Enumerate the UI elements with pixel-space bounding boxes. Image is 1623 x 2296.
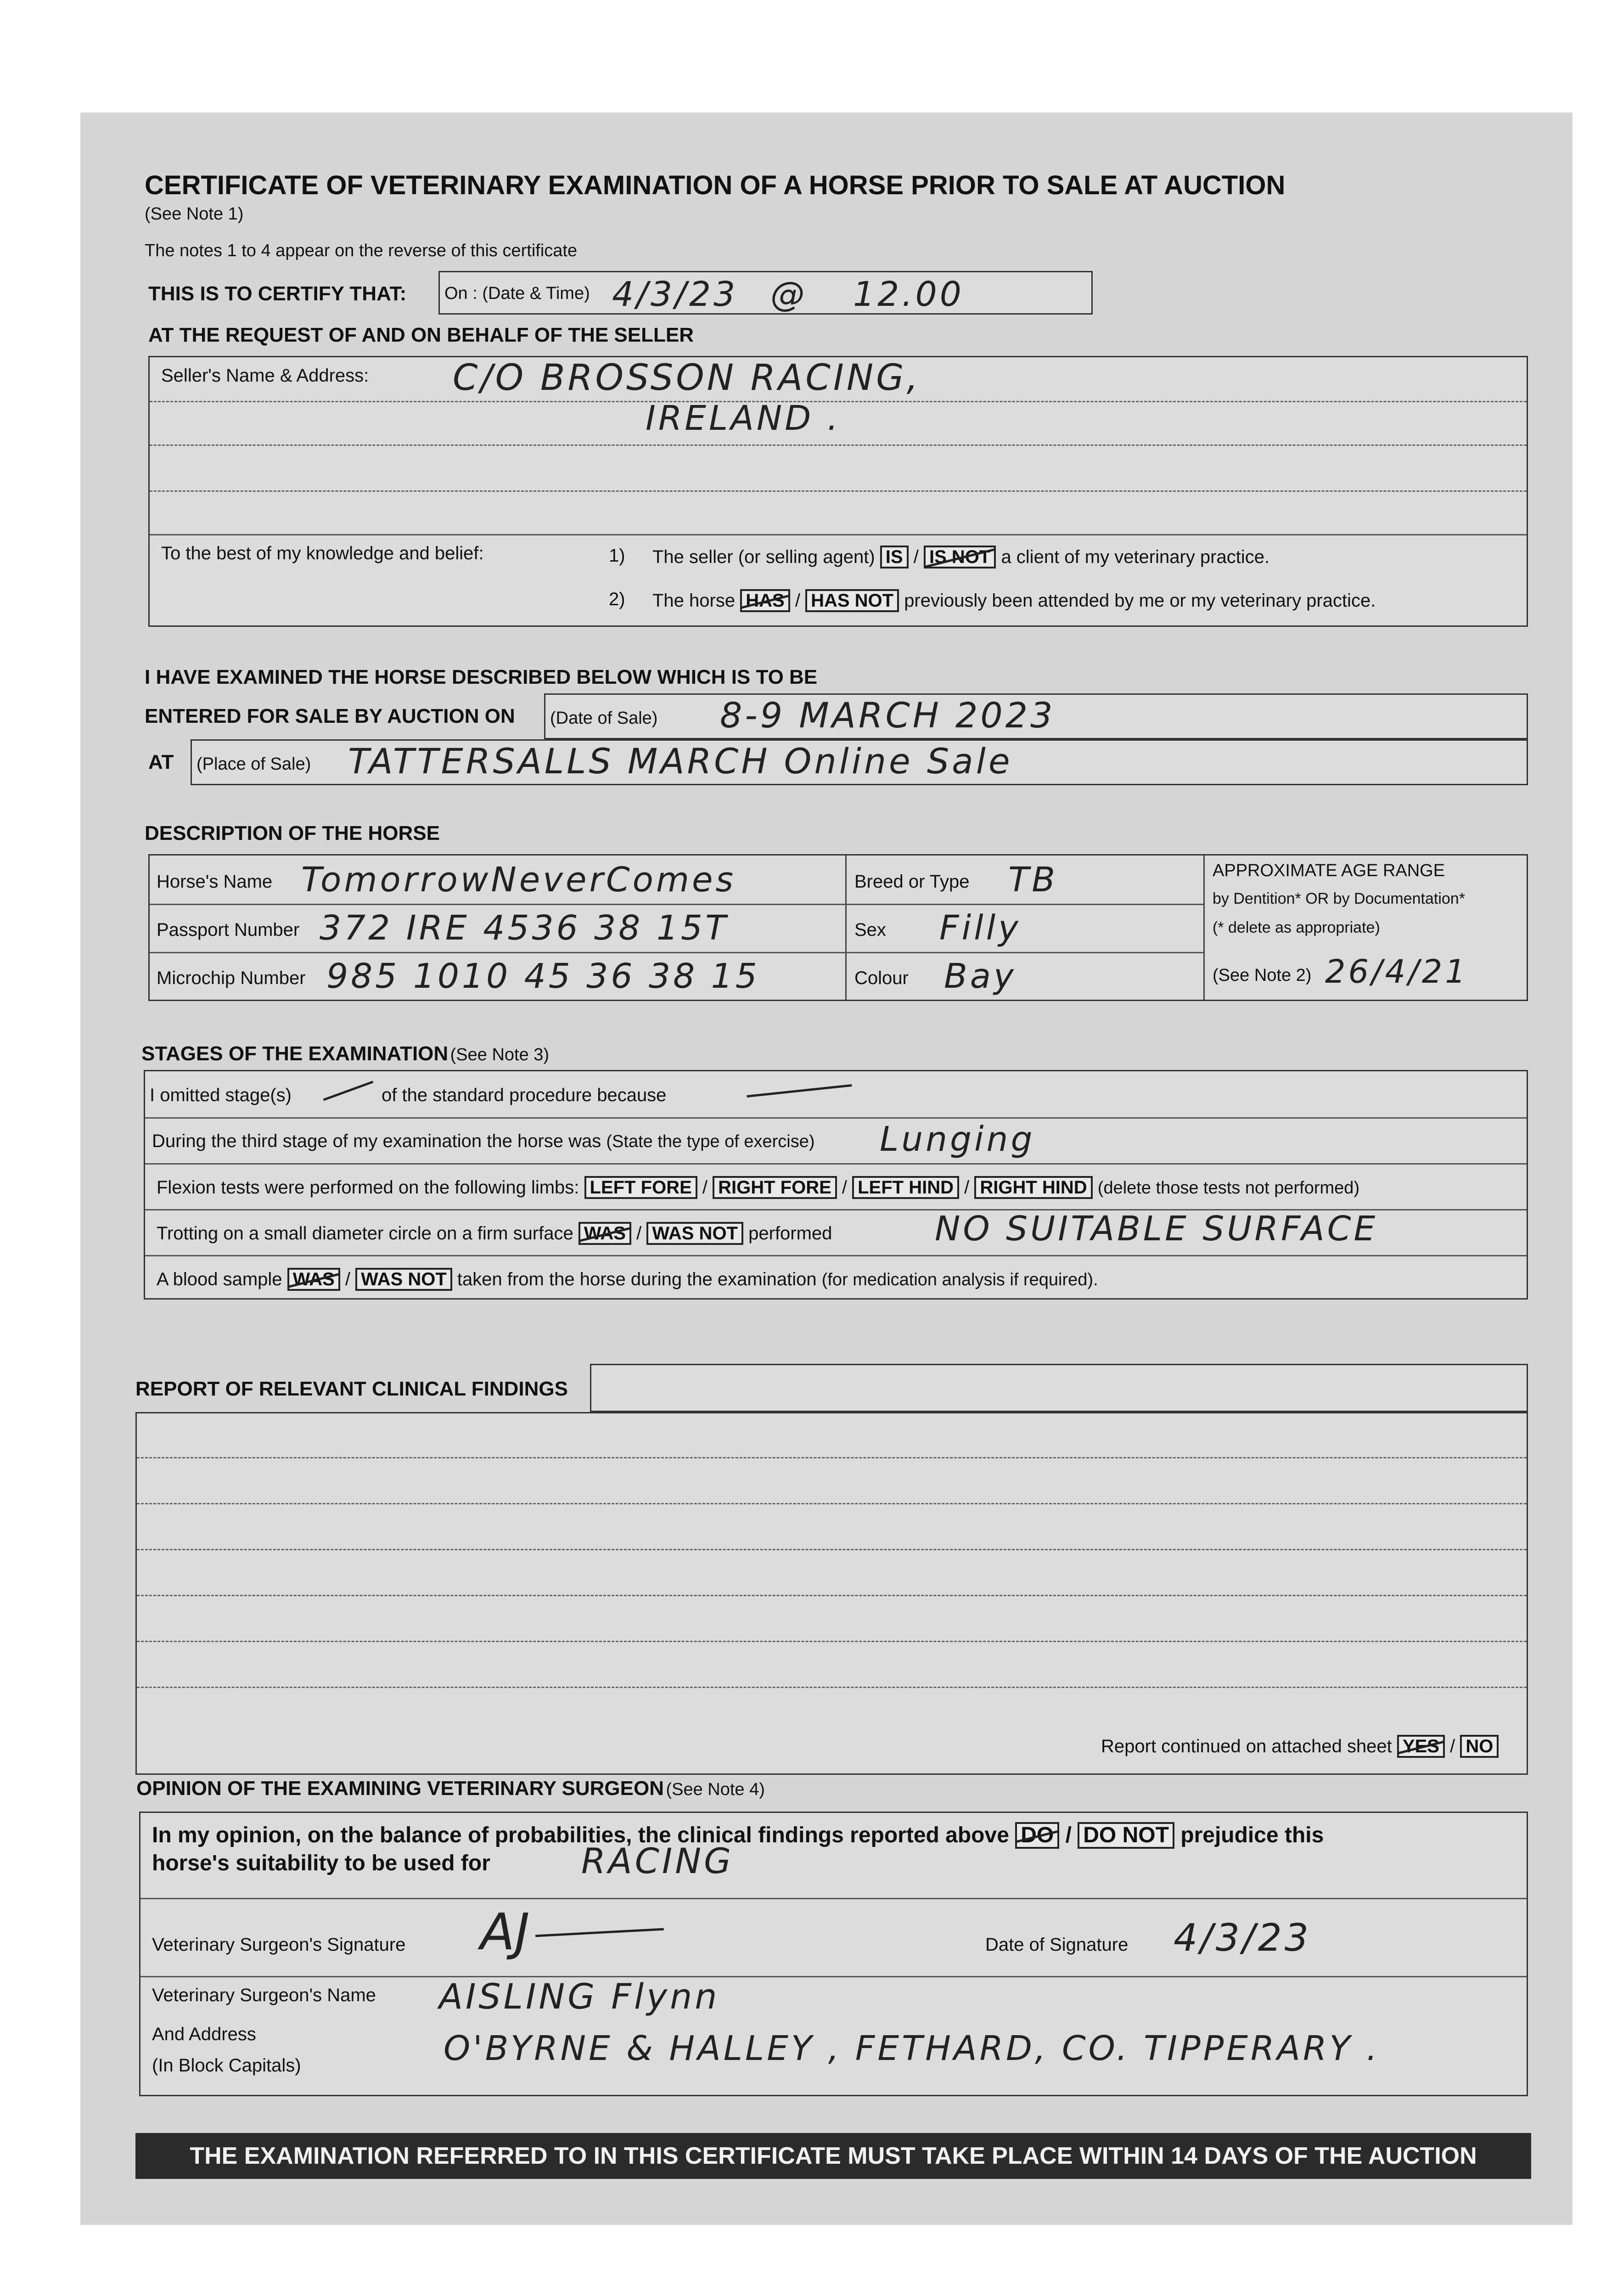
- option-is[interactable]: IS: [880, 546, 909, 568]
- opinion-text-post: prejudice this: [1180, 1823, 1324, 1847]
- at-symbol: @: [770, 275, 807, 314]
- age-by-line: by Dentition* OR by Documentation*: [1213, 890, 1465, 907]
- vet-name-value[interactable]: AISLING Flynn: [439, 1976, 720, 2017]
- examined-heading: I HAVE EXAMINED THE HORSE DESCRIBED BELOW WHICH IS TO BE: [145, 666, 818, 688]
- flexion-label: Flexion tests were performed on the following limbs:: [157, 1177, 579, 1198]
- report-heading: REPORT OF RELEVANT CLINICAL FINDINGS: [135, 1378, 568, 1400]
- stmt1-pre: The seller (or selling agent): [652, 547, 875, 567]
- trot-row: Trotting on a small diameter circle on a firm surface WAS / WAS NOT performed: [157, 1222, 832, 1245]
- omitted-label: I omitted stage(s): [150, 1085, 292, 1105]
- report-continued-label: Report continued on attached sheet: [1101, 1736, 1392, 1756]
- flexion-left-fore[interactable]: LEFT FORE: [584, 1176, 697, 1199]
- signature-mark[interactable]: AJ: [480, 1902, 530, 1961]
- vet-address-label: And Address: [152, 2024, 256, 2044]
- flexion-left-hind[interactable]: LEFT HIND: [852, 1176, 959, 1199]
- date-of-signature-value[interactable]: 4/3/23: [1174, 1916, 1311, 1960]
- option-has-not[interactable]: HAS NOT: [805, 589, 899, 612]
- vet-address-value[interactable]: O'BYRNE & HALLEY , FETHARD, CO. TIPPERARY .: [444, 2029, 1380, 2068]
- opinion-note: (See Note 4): [666, 1780, 765, 1799]
- trot-option-was-not[interactable]: WAS NOT: [646, 1222, 743, 1245]
- stages-box: [144, 1070, 1528, 1300]
- entered-heading: ENTERED FOR SALE BY AUCTION ON: [145, 705, 515, 727]
- sex-value[interactable]: Filly: [939, 908, 1022, 948]
- opinion-box: [139, 1812, 1528, 2096]
- desc-row-divider-2: [150, 952, 1203, 953]
- trot-option-was[interactable]: WAS: [578, 1222, 631, 1245]
- stmt1-post: a client of my veterinary practice.: [1001, 547, 1270, 567]
- trot-pre: Trotting on a small diameter circle on a firm surface: [157, 1223, 573, 1244]
- desc-col-divider-1: [845, 855, 847, 1000]
- seller-line-3: [150, 490, 1527, 492]
- third-stage-value[interactable]: Lunging: [880, 1120, 1035, 1159]
- desc-col-divider-2: [1203, 855, 1205, 1000]
- on-date-time-label: On : (Date & Time): [444, 284, 590, 303]
- vet-name-label: Veterinary Surgeon's Name: [152, 1985, 376, 2005]
- seller-address-line1[interactable]: C/O BROSSON RACING,: [453, 357, 921, 399]
- opinion-divider-2: [140, 1976, 1527, 1977]
- report-option-no[interactable]: NO: [1460, 1735, 1499, 1758]
- stmt2-post: previously been attended by me or my veterinary practice.: [904, 591, 1376, 611]
- place-of-sale-label: (Place of Sale): [197, 754, 311, 774]
- third-stage-note: (State the type of exercise): [606, 1132, 815, 1151]
- opinion-title: OPINION OF THE EXAMINING VETERINARY SURGEON: [136, 1777, 664, 1800]
- opinion-heading: [136, 1777, 765, 1800]
- desc-row-divider-1: [150, 904, 1203, 905]
- report-option-yes[interactable]: YES: [1397, 1735, 1445, 1758]
- trot-reason-value[interactable]: NO SUITABLE SURFACE: [935, 1209, 1378, 1249]
- seller-address-line2[interactable]: IRELAND .: [646, 399, 841, 438]
- certify-label: THIS IS TO CERTIFY THAT:: [148, 282, 407, 305]
- see-note-1: (See Note 1): [145, 204, 244, 224]
- certificate-page: [80, 113, 1572, 2225]
- seller-line-2: [150, 445, 1527, 446]
- microchip-label: Microchip Number: [157, 968, 306, 988]
- date-of-signature-label: Date of Signature: [985, 1935, 1129, 1955]
- blood-note: (for medication analysis if required).: [821, 1270, 1098, 1289]
- opinion-divider-1: [140, 1898, 1527, 1899]
- report-line-2: [137, 1503, 1527, 1504]
- flexion-right-hind[interactable]: RIGHT HIND: [974, 1176, 1092, 1199]
- stmt2-number: 2): [609, 589, 625, 609]
- third-stage-label: [152, 1131, 815, 1152]
- at-label: AT: [148, 751, 174, 773]
- date-of-sale-label: (Date of Sale): [550, 709, 658, 728]
- age-value[interactable]: 26/4/21: [1325, 953, 1468, 990]
- horse-name-value[interactable]: TomorrowNeverComes: [301, 860, 736, 900]
- place-of-sale-value: TATTERSALLS MARCH Online Sale: [348, 741, 1013, 782]
- report-line-1: [137, 1457, 1527, 1458]
- seller-box: [148, 356, 1528, 627]
- report-line-5: [137, 1641, 1527, 1642]
- colour-value[interactable]: Bay: [944, 957, 1016, 996]
- signature-stroke: [535, 1928, 664, 1937]
- report-box[interactable]: [135, 1412, 1528, 1775]
- opinion-option-do-not[interactable]: DO NOT: [1078, 1822, 1174, 1849]
- sex-label: Sex: [854, 920, 886, 940]
- knowledge-label: To the best of my knowledge and belief:: [161, 543, 484, 563]
- opinion-use-value[interactable]: RACING: [581, 1840, 734, 1881]
- stages-heading: [141, 1042, 549, 1065]
- opinion-text-line1: In my opinion, on the balance of probabilities, the clinical findings reported above DO / DO NOT prejudice this: [152, 1822, 1324, 1849]
- stmt2-pre: The horse: [652, 591, 736, 611]
- description-table: [148, 854, 1528, 1001]
- colour-label: Colour: [854, 968, 909, 988]
- age-see-note: (See Note 2): [1213, 966, 1312, 985]
- flexion-note: (delete those tests not performed): [1097, 1178, 1360, 1198]
- omitted-reason-dash: [747, 1084, 852, 1097]
- description-heading: DESCRIPTION OF THE HORSE: [145, 822, 440, 844]
- date-of-sale-value: 8-9 MARCH 2023: [720, 695, 1056, 736]
- opinion-text-line2: horse's suitability to be used for: [152, 1851, 490, 1875]
- certificate-title: CERTIFICATE OF VETERINARY EXAMINATION OF A HORSE PRIOR TO SALE AT AUCTION: [145, 170, 1286, 200]
- date-of-sale-field[interactable]: [544, 693, 1528, 739]
- breed-value[interactable]: TB: [1008, 860, 1058, 900]
- stages-row-divider-1: [145, 1117, 1527, 1119]
- passport-value[interactable]: 372 IRE 4536 38 15T: [320, 908, 729, 948]
- breed-label: Breed or Type: [854, 872, 970, 892]
- option-is-not[interactable]: IS NOT: [924, 546, 996, 568]
- exam-time-value: 12.00: [853, 275, 964, 314]
- report-heading-box: [590, 1364, 1528, 1412]
- blood-pre: A blood sample: [157, 1269, 282, 1289]
- stmt2-text: [652, 589, 1376, 612]
- notes-line: The notes 1 to 4 appear on the reverse of this certificate: [145, 241, 578, 260]
- age-delete-line: (* delete as appropriate): [1213, 919, 1380, 936]
- exam-date-value: 4/3/23: [612, 275, 738, 314]
- stages-note: (See Note 3): [450, 1045, 550, 1064]
- omitted-mid-text: of the standard procedure because: [382, 1085, 667, 1105]
- blood-post: taken from the horse during the examination: [457, 1269, 817, 1289]
- block-capitals-note: (In Block Capitals): [152, 2055, 301, 2076]
- seller-name-label: Seller's Name & Address:: [161, 366, 369, 386]
- trot-post: performed: [748, 1223, 832, 1244]
- flexion-right-fore[interactable]: RIGHT FORE: [713, 1176, 837, 1199]
- place-of-sale-field[interactable]: [191, 739, 1528, 785]
- third-stage-text: During the third stage of my examination the horse was: [152, 1131, 601, 1151]
- stmt1-text: [652, 546, 1269, 568]
- option-has[interactable]: HAS: [740, 589, 790, 612]
- seller-divider: [150, 534, 1527, 535]
- blood-row: A blood sample WAS / WAS NOT taken from the horse during the examination (for medication analysis if required).: [157, 1268, 1098, 1291]
- horse-name-label: Horse's Name: [157, 872, 273, 892]
- stages-row-divider-4: [145, 1255, 1527, 1256]
- report-continued-row: Report continued on attached sheet YES / NO: [1101, 1735, 1499, 1758]
- stages-title: STAGES OF THE EXAMINATION: [141, 1042, 449, 1065]
- blood-option-was[interactable]: WAS: [287, 1268, 340, 1291]
- opinion-text-pre: In my opinion, on the balance of probabilities, the clinical findings reported above: [152, 1823, 1009, 1847]
- footer-notice: THE EXAMINATION REFERRED TO IN THIS CERTIFICATE MUST TAKE PLACE WITHIN 14 DAYS OF THE AUCTION: [135, 2133, 1531, 2179]
- stages-row-divider-2: [145, 1163, 1527, 1165]
- microchip-value[interactable]: 985 1010 45 36 38 15: [326, 957, 760, 996]
- opinion-option-do[interactable]: DO: [1015, 1822, 1059, 1849]
- omitted-stage-dash: [323, 1080, 374, 1101]
- stmt2-slash: /: [795, 591, 800, 611]
- report-line-4: [137, 1595, 1527, 1596]
- signature-label: Veterinary Surgeon's Signature: [152, 1935, 406, 1955]
- flexion-row: Flexion tests were performed on the following limbs: LEFT FORE / RIGHT FORE / LEFT HIND / RIGHT HIND (delete those tests not performed): [157, 1176, 1359, 1199]
- date-time-field[interactable]: [438, 271, 1093, 315]
- passport-label: Passport Number: [157, 920, 300, 940]
- stmt1-number: 1): [609, 546, 625, 566]
- report-line-3: [137, 1549, 1527, 1550]
- seller-request-heading: AT THE REQUEST OF AND ON BEHALF OF THE SELLER: [148, 324, 694, 346]
- report-line-6: [137, 1687, 1527, 1688]
- blood-option-was-not[interactable]: WAS NOT: [355, 1268, 452, 1291]
- stmt1-slash: /: [913, 547, 919, 567]
- age-range-heading: APPROXIMATE AGE RANGE: [1213, 861, 1445, 880]
